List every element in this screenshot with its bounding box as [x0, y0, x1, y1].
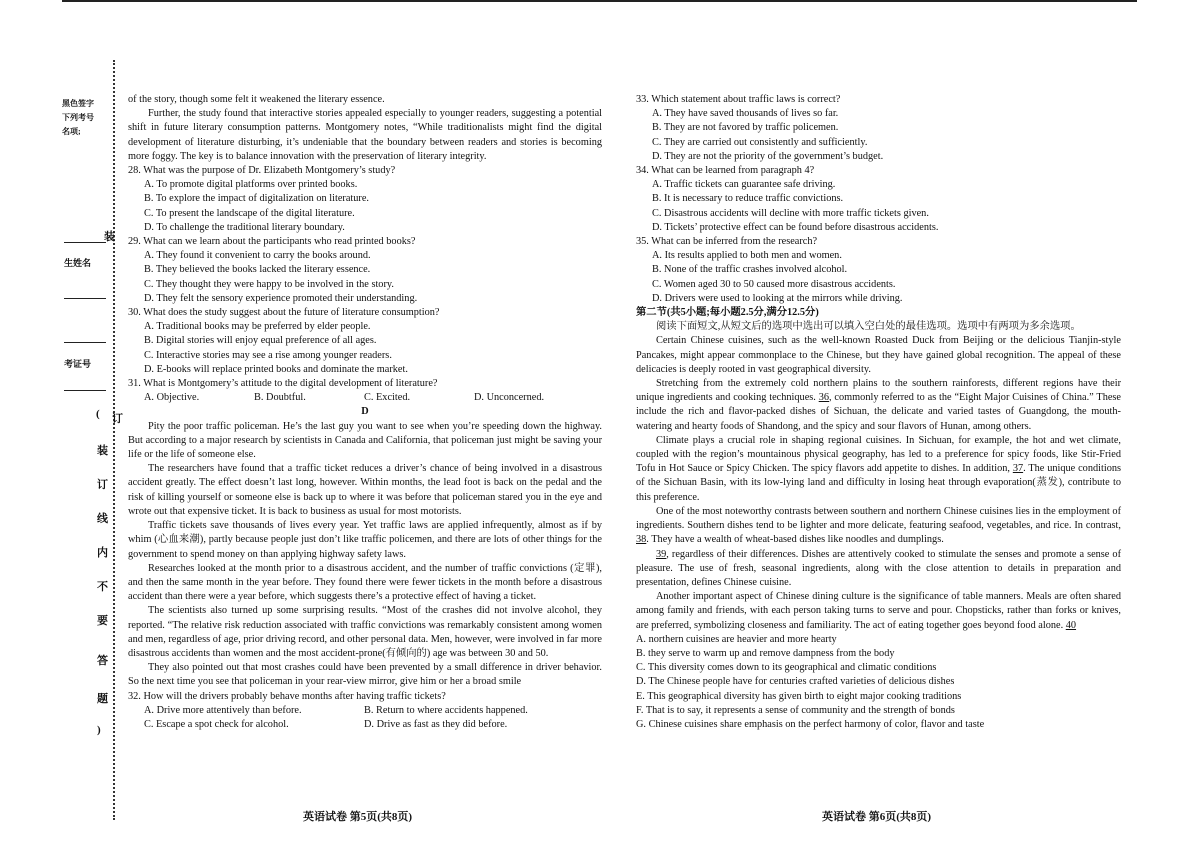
blank-36: 36 [818, 392, 829, 404]
option: C. They thought they were happy to be involved in the story. [144, 278, 394, 290]
option: B. To explore the impact of digitalization on literature. [144, 193, 369, 205]
option: C. Escape a spot check for alcohol. [144, 718, 289, 730]
option: C. Disastrous accidents will decline with more traffic tickets given. [652, 207, 929, 219]
question-33: 33. Which statement about traffic laws is correct? [636, 94, 841, 105]
choice-f: F. That is to say, it represents a sense of community and the strength of bonds [636, 704, 955, 716]
blank-40: 40 [1065, 619, 1077, 631]
note-line-2: 下列考号 [62, 113, 94, 122]
option: D. Tickets’ protective effect can be found before disastrous accidents. [652, 221, 939, 233]
choice-g: G. Chinese cuisines share emphasis on the perfect harmony of color, flavor and taste [636, 718, 985, 730]
paragraph: of the story, though some felt it weakened the literary essence. [128, 94, 385, 105]
option: D. Drive as fast as they did before. [364, 718, 508, 730]
option: A. They found it convenient to carry the books around. [144, 250, 371, 262]
option: B. Return to where accidents happened. [364, 704, 528, 716]
text: , commonly referred to as the “Eight Major Cuisines of China.” These include the rich and flavor-packed dishes of Sichuan, the delicate and varied tastes of Guangdong, the mouth-watering and hearty foods of Shandong, and the spicy and sour flavors of Hunan, among others. [636, 392, 1121, 432]
choice-b: B. they serve to warm up and remove dampness from the body [636, 647, 895, 659]
paragraph: Further, the study found that interactive stories appealed especially to younger readers, suggesting a potential shift in future literary consumption patterns. Montgomery notes, “While traditionalists might find the digital development of literature disturbing, it’s undeniable that the boundary between readers and stories is becoming more foggy. The key is to balance innovation with the preservation of literary integrity. [128, 108, 602, 162]
option: C. They are carried out consistently and sufficiently. [652, 136, 868, 148]
seal-char: 不 [97, 581, 108, 593]
option: A. Objective. [144, 392, 200, 404]
option: D. To challenge the traditional literary boundary. [144, 221, 345, 233]
page-footer-right: 英语试卷 第6页(共8页) [822, 811, 932, 823]
text: , regardless of their differences. Dishes are attentively cooked to stimulate the senses and promote a sense of pleasure. The use of fresh, seasonal ingredients, along with the close attention to details in preparation and presentation, defines Chinese cuisine. [636, 548, 1121, 588]
seal-char: 装 [104, 231, 115, 243]
note-line-1: 黑色签字 [62, 99, 94, 108]
option: D. E-books will replace printed books and dominate the market. [144, 363, 408, 375]
text: Another important aspect of Chinese dining culture is the significance of table manners. Meals are often shared among family and friends, with each person taking turns to serve and pour. Chopsticks, rather than forks or knives, are preferred, symbolizing closeness and familiarity. The act of eating together goes beyond food alone. [636, 591, 1121, 631]
option: B. They are not favored by traffic policemen. [652, 122, 839, 134]
paragraph [636, 590, 1121, 633]
choice-e: E. This geographical diversity has given birth to eight major cooking traditions [636, 690, 962, 702]
top-border [62, 0, 1137, 2]
paragraph: The researchers have found that a traffic ticket reduces a driver’s chance of being involved in a disastrous accident greatly. The effect doesn’t last long, however. Within months, the lead foot is back on the pedal and the risk of killing yourself or someone else is back up to where it was before that policeman stared you in the eye and wrote out that expensive ticket. It is back to business as usual for most motorists. [128, 463, 602, 517]
paragraph [636, 434, 1121, 505]
question-31: 31. What is Montgomery’s attitude to the digital development of literature? [128, 378, 438, 390]
name-field-top-line [64, 242, 106, 243]
option: C. Women aged 30 to 50 caused more disastrous accidents. [652, 278, 896, 290]
section-2-instructions: 阅读下面短文,从短文后的选项中选出可以填入空白处的最佳选项。选项中有两项为多余选项。 [656, 321, 1081, 333]
text: Climate plays a crucial role in shaping regional cuisines. In Sichuan, for example, the hot and wet climate, coupled with the region’s mountainous physical geography, has led to a preference for spicy foods, like Stir-Fried Tofu in Hot Sauce or Spicy Chicken. The spicy flavors add appetite to dishes. In addition, [636, 434, 1121, 475]
question-35: 35. What can be inferred from the research? [636, 236, 818, 248]
option: B. They believed the books lacked the literary essence. [144, 264, 371, 276]
seal-char: 订 [112, 413, 123, 425]
section-2-title: 第二节(共5小题;每小题2.5分,满分12.5分) [636, 307, 819, 319]
blank-38: 38 [636, 534, 647, 546]
option: A. To promote digital platforms over printed books. [144, 179, 358, 191]
choice-c: C. This diversity comes down to its geographical and climatic conditions [636, 662, 937, 674]
seal-char: 要 [97, 615, 108, 627]
options-row [128, 718, 602, 732]
exam-field-bottom-line [64, 390, 106, 391]
text: . The unique conditions of the Sichuan Basin, with its low-lying land and difficulty in losing heat through evaporation(蒸发), contribute to this preference. [636, 463, 1122, 503]
exam-number-label: 考证号 [64, 359, 92, 369]
left-column [128, 93, 602, 732]
seal-char: 装 [97, 445, 108, 457]
exam-field-top-line [64, 342, 106, 343]
right-column [636, 93, 1121, 732]
option: D. They are not the priority of the government’s budget. [652, 150, 884, 162]
option: D. Drivers were used to looking at the mirrors while driving. [652, 292, 903, 304]
note-line-3: 名项; [62, 127, 81, 136]
option: B. Doubtful. [254, 392, 306, 404]
seal-char: ) [97, 724, 101, 736]
paragraph: Traffic tickets save thousands of lives every year. Yet traffic laws are applied infrequently, almost as if by whim (心血来潮), partly because people just don’t like traffic policemen, and there are lots of other things for the government to spend money on than applying highway safety laws. [128, 520, 602, 560]
text: . They have a wealth of wheat-based dishes like noodles and dumplings. [646, 534, 944, 546]
option: B. Digital stories will enjoy equal preference of all ages. [144, 335, 377, 347]
option: C. To present the landscape of the digital literature. [144, 207, 355, 219]
option: A. Its results applied to both men and women. [652, 250, 842, 262]
seal-char: 答 [97, 655, 108, 667]
question-28: 28. What was the purpose of Dr. Elizabeth Montgomery’s study? [128, 165, 396, 177]
binding-dotted-line [113, 60, 115, 820]
seal-char: ( [96, 408, 100, 420]
paragraph [636, 505, 1121, 548]
text: Stretching from the extremely cold northern plains to the southern rainforests, different regions have their unique ingredients and cooking techniques. [636, 378, 1121, 404]
blank-39: 39 [656, 548, 667, 560]
student-name-label: 生姓名 [64, 258, 92, 268]
blank-37: 37 [1012, 463, 1024, 475]
option: A. Traffic tickets can guarantee safe driving. [652, 179, 836, 191]
question-32: 32. How will the drivers probably behave months after having traffic tickets? [128, 690, 446, 702]
seal-char: 内 [97, 547, 108, 559]
option: B. It is necessary to reduce traffic convictions. [652, 193, 844, 205]
name-field-bottom-line [64, 298, 106, 299]
seal-char: 题 [97, 693, 108, 705]
page-footer-left: 英语试卷 第5页(共8页) [303, 811, 413, 823]
question-29: 29. What can we learn about the participants who read printed books? [128, 236, 416, 248]
binding-margin [0, 60, 112, 820]
choice-d: D. The Chinese people have for centuries crafted varieties of delicious dishes [636, 676, 955, 688]
question-34: 34. What can be learned from paragraph 4? [636, 165, 815, 177]
paragraph [636, 377, 1121, 434]
seal-char: 线 [97, 513, 108, 525]
option: A. Traditional books may be preferred by elder people. [144, 321, 371, 333]
seal-char: 订 [97, 479, 108, 491]
options-row [128, 391, 602, 405]
option: A. They have saved thousands of lives so far. [652, 108, 839, 120]
paragraph: The scientists also turned up some surprising results. “Most of the crashes did not involve alcohol, they reported. “The relative risk reduction associated with traffic convictions was remarkably consistent among women and men, regardless of age, prior driving record, and other personal data. Men, however, were involved in far more disastrous accidents than women and the most accident-prone(有倾向的) age was between 30 and 50. [128, 605, 602, 659]
paragraph: Researches looked at the month prior to a disastrous accident, and the number of traffic convictions (定罪), and then the same month in the year before. They found there were fewer tickets in the month before a disastrous accident than there were a year before, which suggests there’s a protective effect of having a ticket. [128, 562, 602, 603]
option: B. None of the traffic crashes involved alcohol. [652, 264, 848, 276]
choice-a: A. northern cuisines are heavier and more hearty [636, 633, 837, 645]
option: C. Excited. [364, 392, 411, 404]
option: C. Interactive stories may see a rise among younger readers. [144, 349, 392, 361]
option: D. They felt the sensory experience promoted their understanding. [144, 292, 418, 304]
options-row [128, 704, 602, 718]
paragraph [636, 548, 1121, 591]
paragraph: Pity the poor traffic policeman. He’s the last guy you want to see when you’re speeding down the highway. But according to a major research by scientists in Canada and California, that policeman just might be saving your life or the life of someone else. [128, 420, 602, 461]
option: A. Drive more attentively than before. [144, 704, 302, 716]
paragraph: Certain Chinese cuisines, such as the well-known Roasted Duck from Beijing or the delicious Tianjin-style Pancakes, might appear commonplace to the Chinese, but they have gained global recognition. The appeal of these delicacies is deeply rooted in vast geographical diversity. [636, 335, 1121, 375]
paragraph: They also pointed out that most crashes could have been prevented by a small difference in driver behavior. So the next time you see that policeman in your rear-view mirror, give him or her a broad smile [128, 662, 602, 688]
question-30: 30. What does the study suggest about the future of literature consumption? [128, 307, 440, 319]
section-d-heading: D [361, 406, 369, 418]
text: One of the most noteworthy contrasts between southern and northern Chinese cuisines lies in the employment of ingredients. Southern dishes tend to be lighter and more delicate, featuring seafood, vegetables, and rice. In contrast, [636, 505, 1121, 532]
option: D. Unconcerned. [474, 392, 545, 404]
